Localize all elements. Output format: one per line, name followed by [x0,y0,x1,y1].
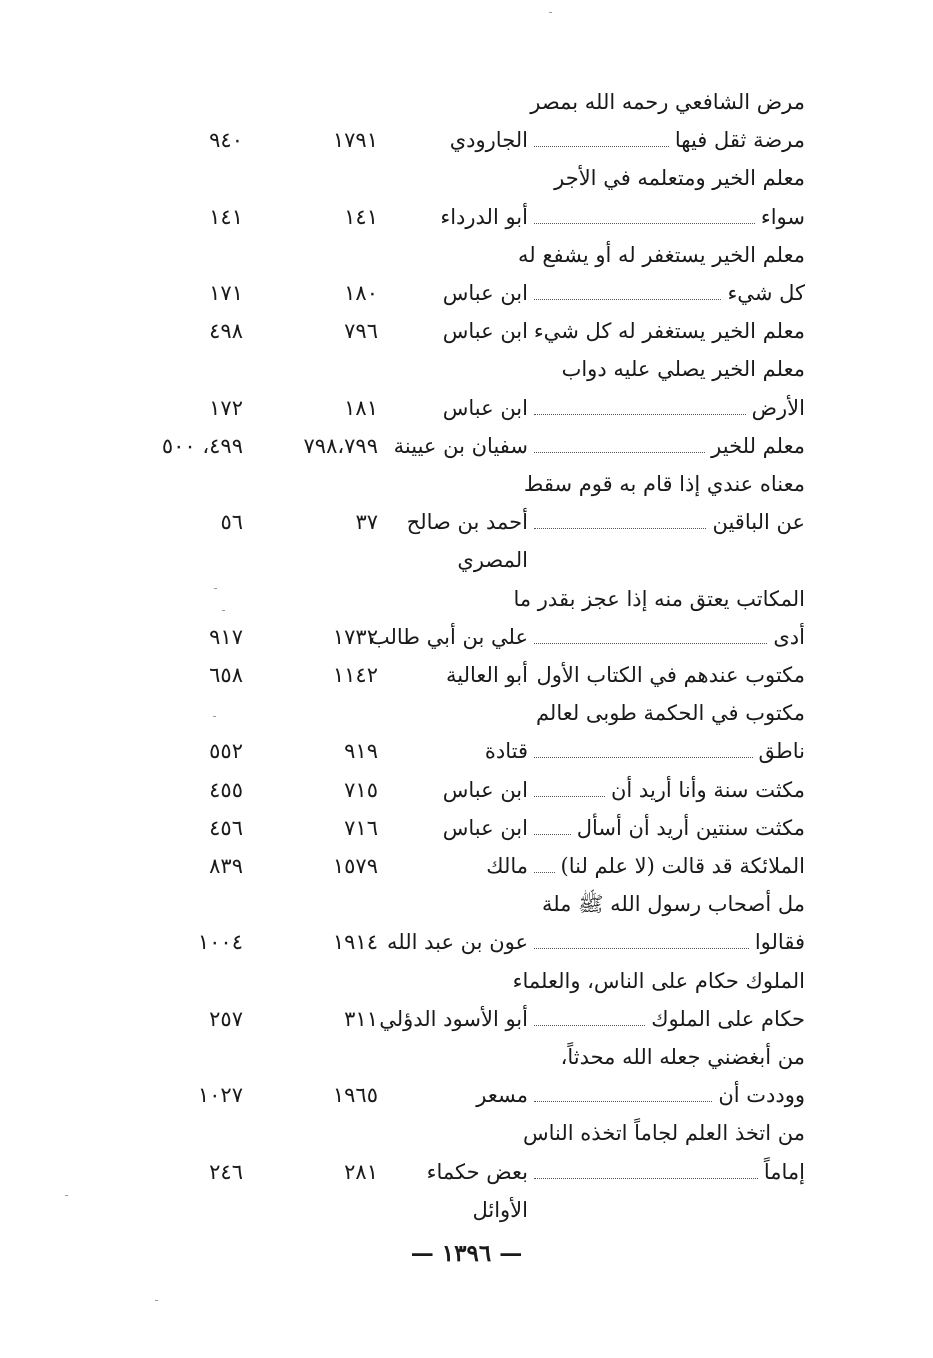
dot-leader [534,796,605,797]
entry-page: ٢٥٧ [209,1006,243,1031]
entry-number: ١٩٦٥ [332,1083,378,1108]
index-entry [0,732,933,770]
entry-number: ١١٤٢ [332,663,378,687]
entry-page: ٥٥٢ [209,739,243,764]
index-entry [0,350,933,388]
entry-page: ١٧٢ [209,395,243,420]
entry-page: ٤٩٩، ٥٠٠ [161,433,243,458]
entry-narrator: ابن عباس [442,815,528,840]
index-entry [0,274,933,312]
entry-topic: المكاتب يعتق منه إذا عجز بقدر ما [513,586,805,611]
dot-leader [534,299,721,300]
entry-narrator: ابن عباس [442,395,528,420]
entry-number: ٧١٦ [344,815,378,840]
index-entry [0,503,933,541]
entry-narrator: أبو الدرداء [440,204,528,229]
entry-number: ١٩١٤ [332,930,378,955]
entry-number: ٣٧ [355,510,378,535]
index-entry [0,389,933,427]
dot-leader [534,948,749,949]
dot-leader [534,146,669,147]
entry-topic: مكتوب في الحكمة طوبى لعالم [535,701,805,726]
entry-topic: ناطق [758,739,805,764]
index-entry [0,1153,933,1191]
scan-speck [65,1195,68,1196]
dot-leader [534,223,755,224]
entry-topic: مل أصحاب رسول الله ﷺ ملة [541,892,805,917]
dot-leader [534,528,706,529]
entry-narrator: سفيان بن عيينة [393,433,528,458]
index-entry [0,236,933,274]
scan-speck [549,12,552,13]
entry-topic: ووددت أن [718,1083,805,1108]
entry-page: ٢٤٦ [209,1159,243,1184]
entry-topic: إماماً [763,1159,805,1184]
index-entry [0,1000,933,1038]
entry-narrator: الجارودي [449,128,528,153]
entry-number: ٧١٥ [344,777,378,802]
scan-speck [213,716,216,717]
entry-narrator: مسعر [476,1083,528,1108]
entry-narrator: ابن عباس [442,777,528,802]
entry-page: ٤٥٥ [209,777,243,802]
entry-number: ٩١٩ [344,739,378,764]
scan-speck [222,610,225,611]
index-entry [0,1191,933,1229]
entry-page: ٩٤٠ [209,128,243,153]
index-entry [0,771,933,809]
entry-number: ٧٩٦ [344,319,378,344]
entry-narrator: علي بن أبي طالب [369,624,528,649]
index-entry [0,159,933,197]
entry-number: ٧٩٨،٧٩٩ [303,433,378,458]
index-entry [0,694,933,732]
entry-topic: مرضة ثقل فيها [674,128,805,153]
entry-page: ٦٥٨ [209,663,243,687]
entry-topic: عن الباقين [712,510,805,535]
index-entry [0,923,933,961]
entry-topic: معلم للخير [711,433,805,458]
index-entry [0,312,933,350]
entry-topic: سواء [760,204,805,229]
index-entry [0,465,933,503]
entry-narrator: عون بن عبد الله [387,930,528,955]
entry-topic: معلم الخير ومتعلمه في الأجر [554,166,805,191]
entry-page: ٤٥٦ [209,815,243,840]
entry-topic: الملائكة قد قالت (لا علم لنا) [560,854,805,878]
entry-topic: أدى [773,624,805,649]
entry-number: ١٧٩١ [332,128,378,153]
entry-topic: الأرض [751,395,805,420]
entry-page: ١٧١ [209,281,243,305]
entry-topic: معلم الخير يستغفر له أو يشفع له [518,242,805,267]
entry-topic: مكثت سنتين أريد أن أسأل [576,815,805,840]
entry-number: ٣١١ [344,1006,378,1031]
entry-topic: معناه عندي إذا قام به قوم سقط [523,472,805,496]
entry-number: ١٤١ [344,204,378,229]
entry-topic: حكام على الملوك [651,1006,805,1031]
dot-leader [534,1101,712,1102]
entry-narrator: أبو الأسود الدؤلي [379,1006,528,1031]
entry-topic: كل شيء [727,281,805,305]
entry-narrator: قتادة [484,739,528,764]
entry-topic: الملوك حكام على الناس، والعلماء [512,968,805,993]
entry-page: ١٤١ [209,204,243,229]
scan-speck [214,588,217,589]
entry-page: ٥٦ [220,510,243,535]
index-entry [0,1076,933,1114]
entry-narrator: مالك [486,854,528,878]
entry-topic: فقالوا [754,930,805,955]
entry-page: ٤٩٨ [209,319,243,344]
entry-topic: معلم الخير يصلي عليه دواب [561,357,805,382]
index-entry [0,847,933,885]
dot-leader [534,757,753,758]
index-entry [0,962,933,1000]
index-entry [0,1114,933,1152]
index-entry [0,885,933,923]
entry-narrator: بعض حكماء [426,1159,528,1184]
entry-number: ١٨١ [344,395,378,420]
index-entry [0,809,933,847]
scan-speck [155,1300,158,1301]
entry-narrator: ابن عباس [442,281,528,305]
entry-number: ١٨٠ [344,281,378,305]
entry-page: ٨٣٩ [209,854,243,878]
dot-leader [534,1025,645,1026]
index-entry [0,427,933,465]
dot-leader [534,834,571,835]
entry-number: ١٥٧٩ [332,854,378,878]
index-entry [0,541,933,579]
index-entry [0,618,933,656]
entry-page: ٩١٧ [209,624,243,649]
entry-number: ١٧٣٢ [332,624,378,649]
dot-leader [534,452,705,453]
index-entry [0,198,933,236]
index-entry [0,580,933,618]
entry-topic: مكتوب عندهم في الكتاب الأول [536,663,805,687]
entry-topic: من أبغضني جعله الله محدثاً، [560,1045,805,1069]
index-entry [0,1038,933,1076]
entry-number: ٢٨١ [344,1159,378,1184]
entry-topic: من اتخذ العلم لجاماً اتخذه الناس [522,1121,805,1146]
entry-narrator: المصري [457,548,528,573]
entry-topic: مكثت سنة وأنا أريد أن [610,777,805,802]
entry-narrator: أبو العالية [446,663,528,687]
entry-page: ١٠٢٧ [197,1083,243,1108]
index-entry [0,121,933,159]
entry-narrator: أحمد بن صالح [406,510,528,535]
index-entry [0,83,933,121]
dot-leader [534,1178,758,1179]
dot-leader [534,872,555,873]
dot-leader [534,643,767,644]
entry-narrator: الأوائل [472,1197,528,1222]
page-number: — ١٣٩٦ — [410,1240,523,1267]
entry-narrator: ابن عباس [442,319,528,344]
entry-topic: مرض الشافعي رحمه الله بمصر [530,90,805,114]
index-entry [0,656,933,694]
entry-page: ١٠٠٤ [197,930,243,955]
entry-topic: معلم الخير يستغفر له كل شيء [533,319,805,344]
dot-leader [534,414,746,415]
